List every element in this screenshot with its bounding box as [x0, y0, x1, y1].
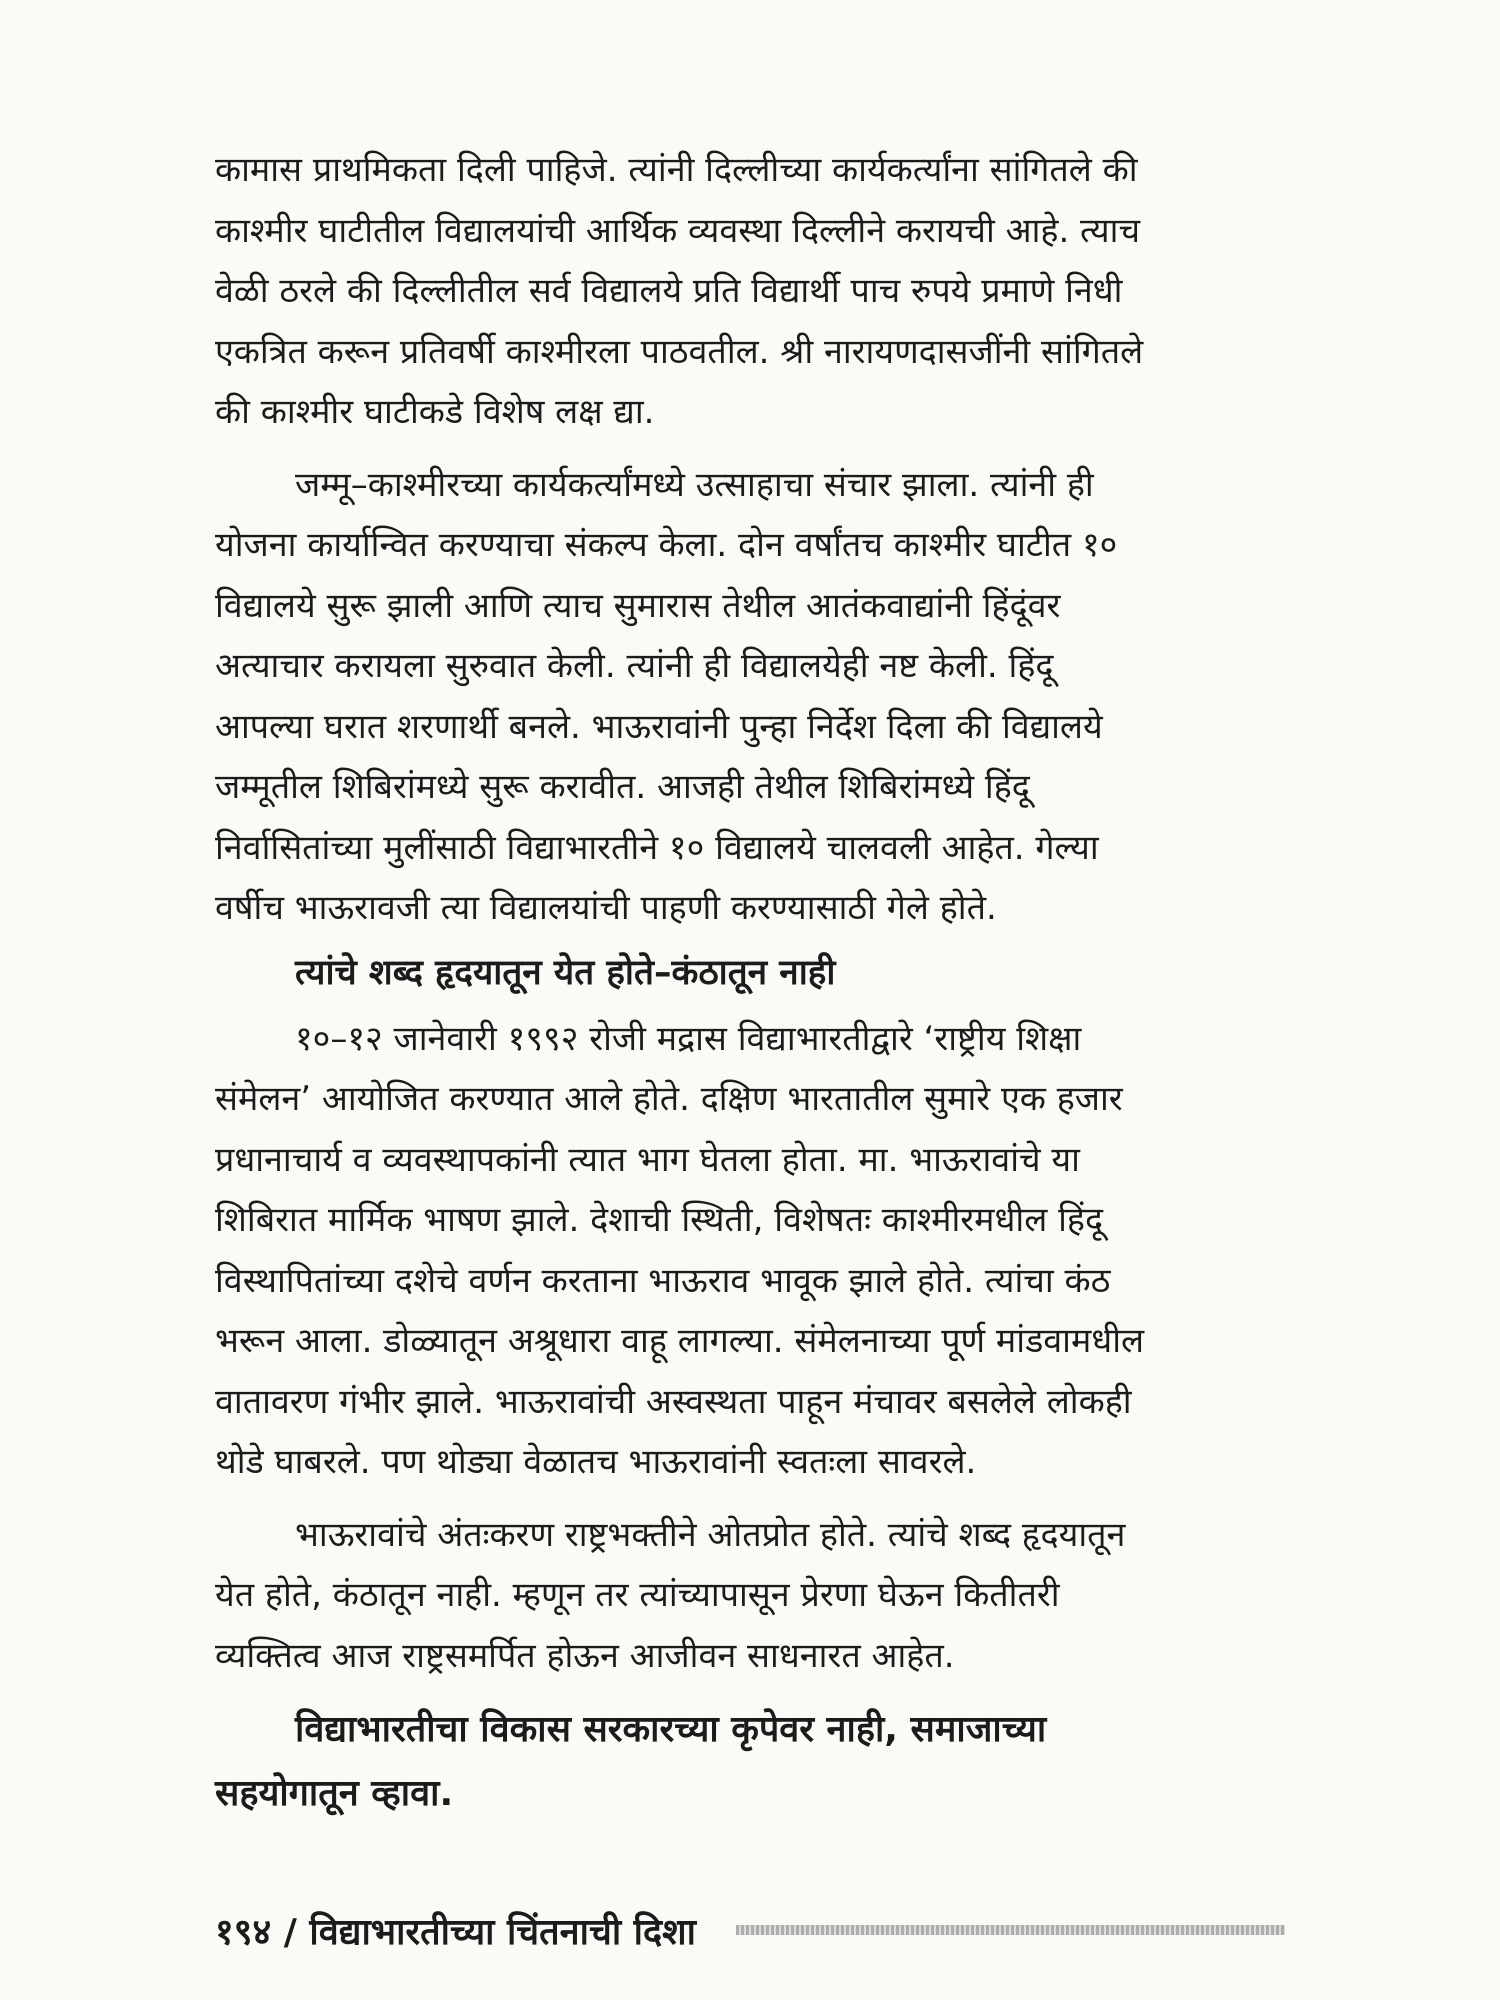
paragraph-jammu-kashmir: [215, 455, 1285, 939]
paragraph-kashmir-funding: [215, 140, 1285, 443]
footer-rule: [736, 1925, 1285, 1935]
page-body: [215, 140, 1285, 1826]
text-line: निर्वासितांच्या मुलींसाठी विद्याभारतीने १० विद्यालये चालवली आहेत. गेल्या: [215, 827, 1099, 868]
text-line: व्यक्तित्व आज राष्ट्रसमर्पित होऊन आजीवन साधनारत आहेत.: [215, 1635, 955, 1676]
paragraph-gap: [215, 1686, 1285, 1698]
page-number: १९४: [215, 1911, 272, 1953]
text-line: कामास प्राथमिकता दिली पाहिजे. त्यांनी दिल्लीच्या कार्यकर्त्यांना सांगितले की: [215, 150, 1138, 190]
paragraph-gap: [215, 1493, 1285, 1505]
book-title: विद्याभारतीच्या चिंतनाची दिशा: [309, 1911, 696, 1953]
text-line: प्रधानाचार्य व व्यवस्थापकांनी त्यात भाग घेतला होता. मा. भाऊरावांचे या: [215, 1139, 1080, 1180]
text-line: येत होते, कंठातून नाही. म्हणून तर त्यांच्यापासून प्रेरणा घेऊन कितीतरी: [215, 1575, 1060, 1615]
text-line: विस्थापितांच्या दशेचे वर्णन करताना भाऊराव भावूक झाले होते. त्यांचा कंठ: [215, 1260, 1111, 1301]
paragraph-madras-sammelan: [215, 1009, 1285, 1493]
text-line: भरून आला. डोळ्यातून अश्रूधारा वाहू लागल्या. संमेलनाच्या पूर्ण मांडवामधील: [215, 1321, 1145, 1361]
text-line: जम्मू–काश्मीरच्या कार्यकर्त्यांमध्ये उत्साहाचा संचार झाला. त्यांनी ही: [295, 464, 1094, 505]
text-line: विद्याभारतीचा विकास सरकारच्या कृपेवर नाही, समाजाच्या: [295, 1709, 1047, 1750]
text-line: काश्मीर घाटीतील विद्यालयांची आर्थिक व्यवस्था दिल्लीने करायची आहे. त्याच: [215, 210, 1141, 251]
closing-statement: [215, 1698, 1285, 1826]
paragraph-gap: [215, 443, 1285, 455]
text-line: जम्मूतील शिबिरांमध्ये सुरू करावीत. आजही तेथील शिबिरांमध्ये हिंदू: [215, 767, 1030, 807]
footer-separator: /: [283, 1911, 297, 1953]
text-line: थोडे घाबरले. पण थोड्या वेळातच भाऊरावांनी स्वतःला सावरले.: [215, 1442, 977, 1482]
text-line: सहयोगातून व्हावा.: [215, 1773, 454, 1814]
text-line: भाऊरावांचे अंतःकरण राष्ट्रभक्तीने ओतप्रोत होते. त्यांचे शब्द हृदयातून: [295, 1514, 1126, 1555]
text-line: अत्याचार करायला सुरुवात केली. त्यांनी ही विद्यालयेही नष्ट केली. हिंदू: [215, 646, 1054, 686]
paragraph-bhaurao-devotion: [215, 1505, 1285, 1687]
text-line: एकत्रित करून प्रतिवर्षी काश्मीरला पाठवतील. श्री नारायणदासजींनी सांगितले: [215, 331, 1144, 372]
text-line: वातावरण गंभीर झाले. भाऊरावांची अस्वस्थता पाहून मंचावर बसलेले लोकही: [215, 1381, 1132, 1422]
text-line: योजना कार्यान्वित करण्याचा संकल्प केला. दोन वर्षांतच काश्मीर घाटीत १०: [215, 525, 1118, 565]
text-line: वेळी ठरले की दिल्लीतील सर्व विद्यालये प्रति विद्यार्थी पाच रुपये प्रमाणे निधी: [215, 271, 1123, 311]
page-footer: [215, 1905, 1285, 1955]
section-heading: त्यांचे शब्द हृदयातून येत होते–कंठातून नाही: [295, 952, 836, 993]
text-line: की काश्मीर घाटीकडे विशेष लक्ष द्या.: [215, 392, 655, 432]
text-line: १०–१२ जानेवारी १९९२ रोजी मद्रास विद्याभारतीद्वारे ‘राष्ट्रीय शिक्षा: [295, 1018, 1082, 1059]
text-line: विद्यालये सुरू झाली आणि त्याच सुमारास तेथील आतंकवाद्यांनी हिंदूंवर: [215, 585, 1061, 626]
text-line: संमेलन’ आयोजित करण्यात आले होते. दक्षिण भारतातील सुमारे एक हजार: [215, 1079, 1123, 1119]
text-line: आपल्या घरात शरणार्थी बनले. भाऊरावांनी पुन्हा निर्देश दिला की विद्यालये: [215, 706, 1103, 747]
footer-label: [215, 1906, 696, 1955]
text-line: शिबिरात मार्मिक भाषण झाले. देशाची स्थिती, विशेषतः काश्मीरमधील हिंदू: [215, 1200, 1104, 1240]
text-line: वर्षीच भाऊरावजी त्या विद्यालयांची पाहणी करण्यासाठी गेले होते.: [215, 888, 997, 928]
